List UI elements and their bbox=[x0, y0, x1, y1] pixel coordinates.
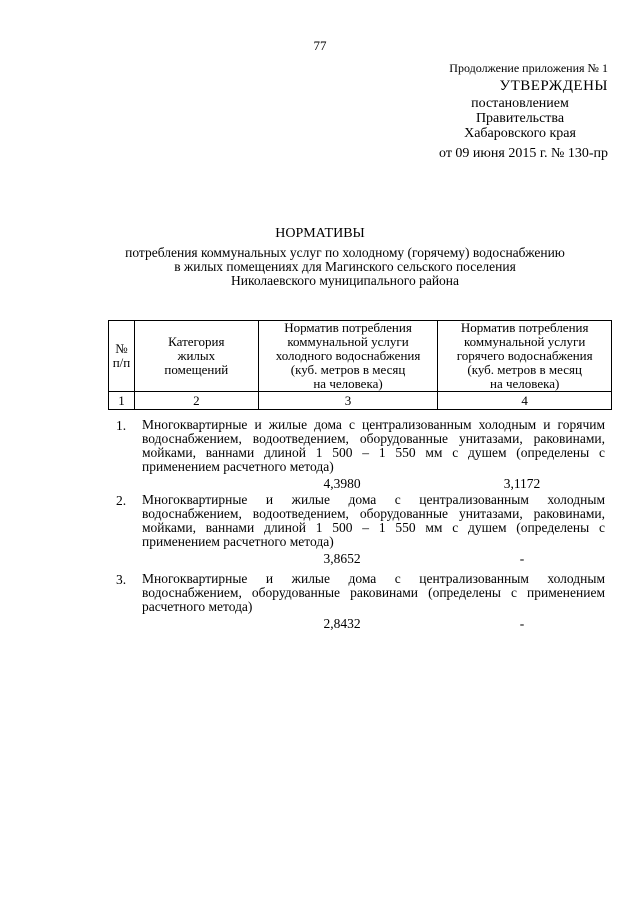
subtitle-line: в жилых помещениях для Магинского сельского поселения bbox=[174, 259, 516, 274]
row-category-text: Многоквартирные и жилые дома с централизованным холодным водоснабжением, водоотведением, оборудованные унитазами, раковинами, мойками, ваннами длиной 1 500 – 1 550 мм с душем (определены с применением расчетного метода) bbox=[142, 492, 605, 549]
header-cell-hot-water: Норматив потребления коммунальной услуги горячего водоснабжения (куб. метров в месяц на человека) bbox=[438, 321, 612, 392]
norms-table-header bbox=[108, 320, 612, 410]
row-number: 1. bbox=[116, 418, 127, 433]
document-title: НОРМАТИВЫ bbox=[275, 226, 365, 241]
column-number-cell: 2 bbox=[134, 392, 258, 410]
row-hot-value: - bbox=[519, 616, 525, 631]
approved-by bbox=[430, 96, 610, 141]
column-number-cell: 1 bbox=[109, 392, 135, 410]
row-cold-value: 4,3980 bbox=[323, 476, 361, 491]
approval-date: от 09 июня 2015 г. № 130-пр bbox=[439, 146, 608, 161]
row-hot-value: 3,1172 bbox=[503, 476, 541, 491]
row-cold-value: 2,8432 bbox=[323, 616, 361, 631]
subtitle-line: Николаевского муниципального района bbox=[230, 273, 460, 288]
approved-by-line: Хабаровского края bbox=[464, 126, 576, 141]
column-number-cell: 3 bbox=[258, 392, 438, 410]
subtitle-line: потребления коммунальных услуг по холодному (горячему) водоснабжению bbox=[125, 245, 565, 260]
page-number: 77 bbox=[313, 38, 327, 53]
approved-label: УТВЕРЖДЕНЫ bbox=[499, 78, 608, 94]
row-hot-value: - bbox=[519, 551, 525, 566]
header-cell-category: Категория жилых помещений bbox=[134, 321, 258, 392]
row-number: 3. bbox=[116, 572, 127, 587]
approved-by-line: Правительства bbox=[475, 111, 565, 126]
row-cold-value: 3,8652 bbox=[323, 551, 361, 566]
column-number-cell: 4 bbox=[438, 392, 612, 410]
row-category-text: Многоквартирные и жилые дома с централизованным холодным и горячим водоснабжением, водоотведением, оборудованные унитазами, раковинами, мойками, ваннами длиной 1 500 – 1 550 мм с душем (определены с применением расчетного метода) bbox=[142, 417, 605, 474]
header-cell-number: № п/п bbox=[109, 321, 135, 392]
row-number: 2. bbox=[116, 493, 127, 508]
header-cell-cold-water: Норматив потребления коммунальной услуги холодного водоснабжения (куб. метров в месяц на человека) bbox=[258, 321, 438, 392]
approved-by-line: постановлением bbox=[471, 96, 569, 111]
row-category-text: Многоквартирные и жилые дома с централизованным холодным водоснабжением, оборудованные раковинами (определены с применением расчетного метода) bbox=[142, 571, 605, 614]
appendix-label: Продолжение приложения № 1 bbox=[449, 61, 608, 75]
document-subtitle bbox=[90, 246, 600, 288]
